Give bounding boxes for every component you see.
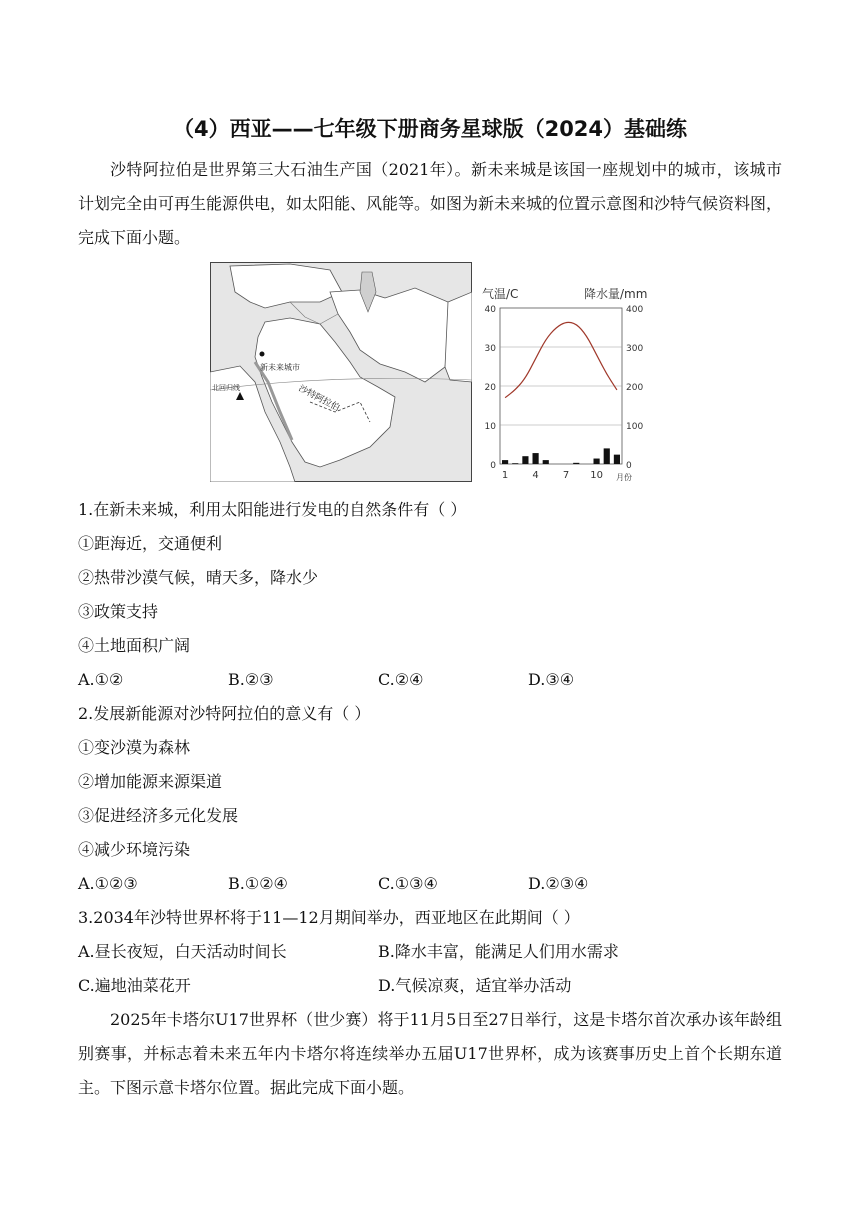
q2-item-3: ③促进经济多元化发展: [78, 806, 239, 825]
precip-bar: [614, 455, 620, 464]
x-tick-label: 7: [562, 470, 570, 481]
q2-item-2: ②增加能源来源渠道: [78, 772, 223, 791]
precip-bar: [522, 456, 528, 464]
y-right-tick-label: 400: [626, 305, 644, 315]
q3-option-a[interactable]: A.昼长夜短，白天活动时间长: [78, 942, 287, 961]
city-marker: [260, 352, 265, 357]
y-left-tick-label: 20: [484, 383, 496, 393]
y-right-label: 降水量/mm: [584, 287, 648, 301]
y-right-tick-label: 200: [626, 383, 644, 393]
q3-option-b[interactable]: B.降水丰富，能满足人们用水需求: [378, 942, 619, 961]
q2-stem: 2.发展新能源对沙特阿拉伯的意义有（ ）: [78, 704, 371, 723]
precip-bar: [533, 453, 539, 464]
x-unit-label: 月份: [616, 473, 632, 482]
city-label: 新未来城市: [260, 363, 300, 372]
page-title: （4）西亚——七年级下册商务星球版（2024）基础练: [172, 117, 688, 141]
q2-item-4: ④减少环境污染: [78, 840, 191, 859]
climate-chart: [476, 282, 652, 482]
precip-bar: [604, 448, 610, 464]
precip-bar: [573, 463, 579, 464]
q2-option-b[interactable]: B.①②④: [228, 874, 288, 893]
y-left-tick-label: 30: [484, 344, 496, 354]
y-left-tick-label: 0: [490, 461, 496, 471]
q1-option-c[interactable]: C.②④: [378, 670, 424, 689]
land-east: [445, 292, 472, 382]
y-right-tick-label: 100: [626, 422, 644, 432]
y-left-tick-label: 10: [484, 422, 496, 432]
precip-bar: [512, 463, 518, 464]
precip-bar: [543, 460, 549, 464]
q1-item-2: ②热带沙漠气候，晴天多，降水少: [78, 568, 319, 587]
q1-option-b[interactable]: B.②③: [228, 670, 274, 689]
q1-item-4: ④土地面积广阔: [78, 636, 191, 655]
location-map: [210, 262, 472, 482]
x-tick-label: 10: [590, 470, 603, 481]
q1-stem: 1.在新未来城，利用太阳能进行发电的自然条件有（ ）: [78, 500, 467, 519]
y-right-tick-label: 0: [626, 461, 632, 471]
q2-option-a[interactable]: A.①②③: [78, 874, 138, 893]
tropic-label: 北回归线: [212, 384, 240, 392]
country-label: 沙特阿拉伯: [296, 383, 342, 414]
y-left-tick-label: 40: [484, 305, 496, 315]
q1-option-a[interactable]: A.①②: [78, 670, 124, 689]
x-tick-label: 4: [532, 470, 539, 481]
y-right-tick-label: 300: [626, 344, 644, 354]
precip-bar: [594, 459, 600, 464]
q1-option-d[interactable]: D.③④: [528, 670, 575, 689]
x-tick-label: 1: [501, 470, 509, 481]
q2-option-c[interactable]: C.①③④: [378, 874, 438, 893]
q3-option-c[interactable]: C.遍地油菜花开: [78, 976, 191, 995]
q3-option-d[interactable]: D.气候凉爽，适宜举办活动: [378, 976, 572, 995]
precip-bar: [502, 460, 508, 464]
q2-item-1: ①变沙漠为森林: [78, 738, 191, 757]
intro-paragraph-2: 2025年卡塔尔U17世界杯（世少赛）将于11月5日至27日举行，这是卡塔尔首次承办该年龄组别赛事，并标志着未来五年内卡塔尔将连续举办五届U17世界杯，成为该赛事历史上首个长期东道主。下图示意卡塔尔位置。据此完成下面小题。: [78, 1010, 782, 1097]
q1-item-1: ①距海近，交通便利: [78, 534, 223, 553]
intro-paragraph-1: 沙特阿拉伯是世界第三大石油生产国（2021年）。新未来城是该国一座规划中的城市，该城市计划完全由可再生能源供电，如太阳能、风能等。如图为新未来城的位置示意图和沙特气候资料图，完成下面小题。: [78, 160, 783, 247]
q1-item-3: ③政策支持: [78, 602, 159, 621]
q3-stem: 3.2034年沙特世界杯将于11—12月期间举办，西亚地区在此期间（ ）: [78, 908, 580, 927]
y-left-label: 气温/C: [482, 287, 519, 301]
q2-option-d[interactable]: D.②③④: [528, 874, 589, 893]
